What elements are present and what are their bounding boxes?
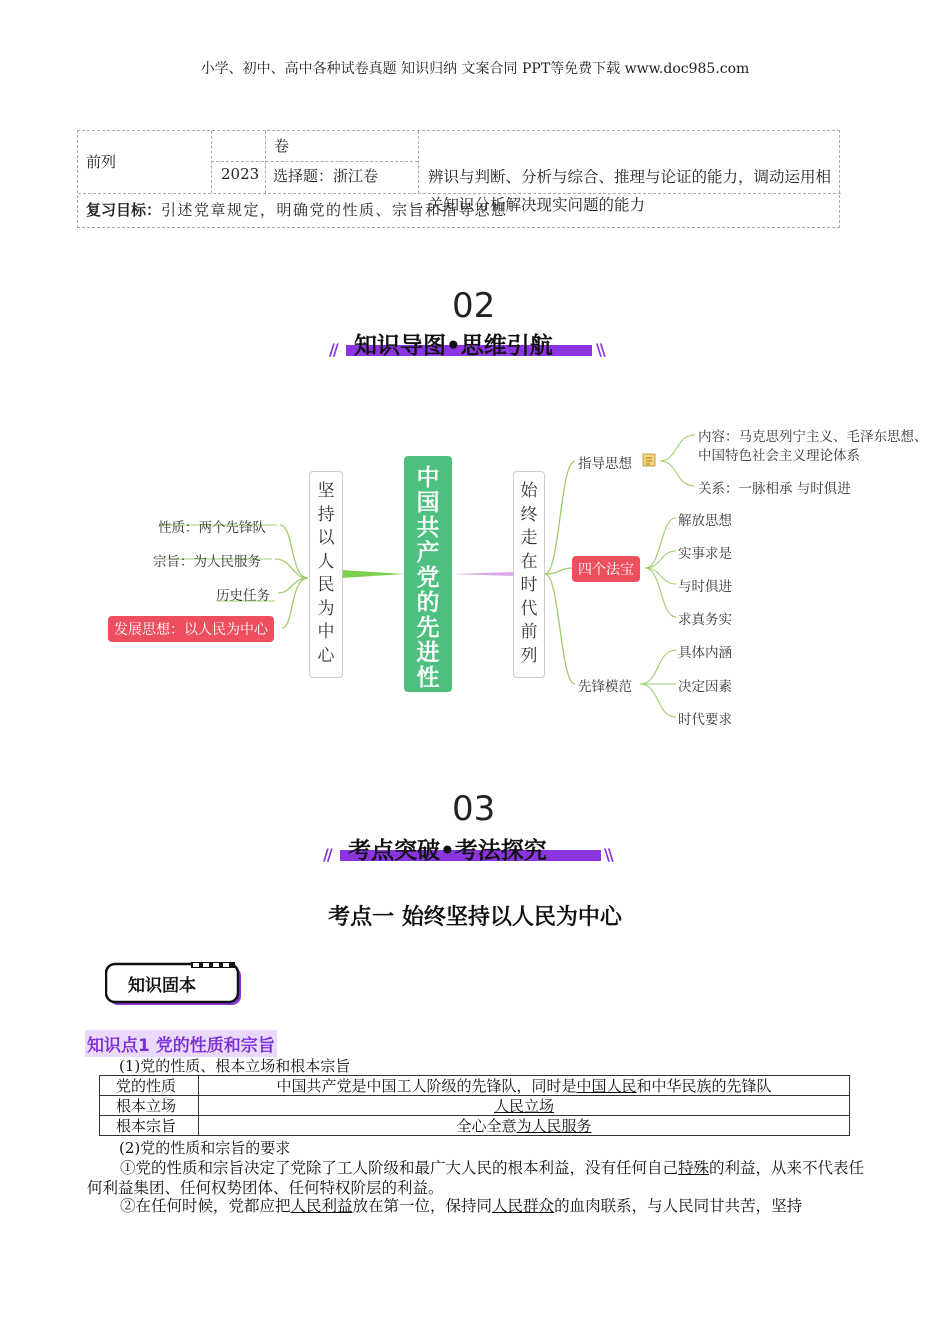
section-03-title: 考点突破•考法探究 [348,838,547,864]
treasure-item: 与时俱进 [678,579,732,595]
row-label: 根本立场 [100,1096,199,1116]
left-item-purpose: 宗旨：为人民服务 [153,554,261,570]
vanguard-item: 具体内涵 [678,645,732,661]
knowledge-point-title: 知识点1 党的性质和宗旨 [85,1030,277,1057]
table-row [100,1116,850,1136]
knowledge-badge-label: 知识固本 [128,976,196,996]
sub-heading-2: (2)党的性质和宗旨的要求 [119,1139,291,1157]
row-label: 党的性质 [100,1076,199,1096]
review-goal-label: 复习目标： [86,201,162,219]
exam-cell: 选择题：浙江卷 [273,167,379,185]
right-branch-box: 始终走在时代前列 [513,471,545,678]
row-value: 中国共产党是中国工人阶级的先锋队，同时是中国人民和中华民族的先锋队 [199,1076,850,1096]
section-03-number: 03 [452,789,495,829]
kaodian-title: 考点一 始终坚持以人民为中心 [328,905,622,930]
treasure-item: 解放思想 [678,513,732,529]
left-item-development: 发展思想：以人民为中心 [108,616,274,642]
guiding-thought-label: 指导思想 [578,456,632,472]
sub-heading-1: (1)党的性质、根本立场和根本宗旨 [119,1057,351,1075]
vanguard-item: 决定因素 [678,679,732,695]
left-item-nature: 性质：两个先锋队 [158,520,266,536]
section-02-title: 知识导图•思维引航 [354,333,553,359]
row-value: 全心全意为人民服务 [199,1116,850,1136]
juan-cell: 卷 [274,137,290,155]
treasure-item: 求真务实 [678,612,732,628]
left-slash-decor: // [329,340,337,359]
guiding-relation: 关系：一脉相承 与时俱进 [698,481,851,497]
table-row [100,1076,850,1096]
vanguard-item: 时代要求 [678,712,732,728]
section-02-number: 02 [452,286,495,326]
row-label: 根本宗旨 [100,1116,199,1136]
row-label: 前列 [86,153,117,171]
left-slash-decor: // [323,845,331,864]
vanguard-label: 先锋模范 [578,679,632,695]
mindmap-center: 中国共产党的先进性 [404,456,452,692]
left-item-task: 历史任务 [216,588,270,604]
ability-text: 辨识与判断、分析与综合、推理与论证的能力，调动运用相关知识分析解决现实问题的能力 [428,168,832,214]
right-slash-decor: \\ [596,340,604,359]
left-branch-box: 坚持以人民为中心 [309,471,343,678]
right-slash-decor: \\ [604,845,612,864]
treasure-item: 实事求是 [678,546,732,562]
year-cell: 2023 [221,165,260,183]
site-header: 小学、初中、高中各种试卷真题 知识归纳 文案合同 PPT等免费下载 www.doc985.com [200,61,750,77]
guiding-content: 内容：马克思列宁主义、毛泽东思想、 [698,429,928,445]
review-goal-text: 引述党章规定，明确党的性质、宗旨和指导思想 [161,201,508,219]
nature-table [99,1075,850,1136]
paragraph-2: ②在任何时候，党都应把人民利益放在第一位，保持同人民群众的血肉联系，与人民同甘共苦，坚持 [120,1197,803,1215]
row-value: 人民立场 [199,1096,850,1116]
treasures-label: 四个法宝 [572,556,640,582]
table-row [100,1096,850,1116]
paragraph-1: ①党的性质和宗旨决定了党除了工人阶级和最广大人民的根本利益，没有任何自己特殊的利益，从来不代表任何利益集团、任何权势团体、任何特权阶层的利益。 [87,1159,865,1197]
guiding-content-2: 中国特色社会主义理论体系 [698,448,860,464]
